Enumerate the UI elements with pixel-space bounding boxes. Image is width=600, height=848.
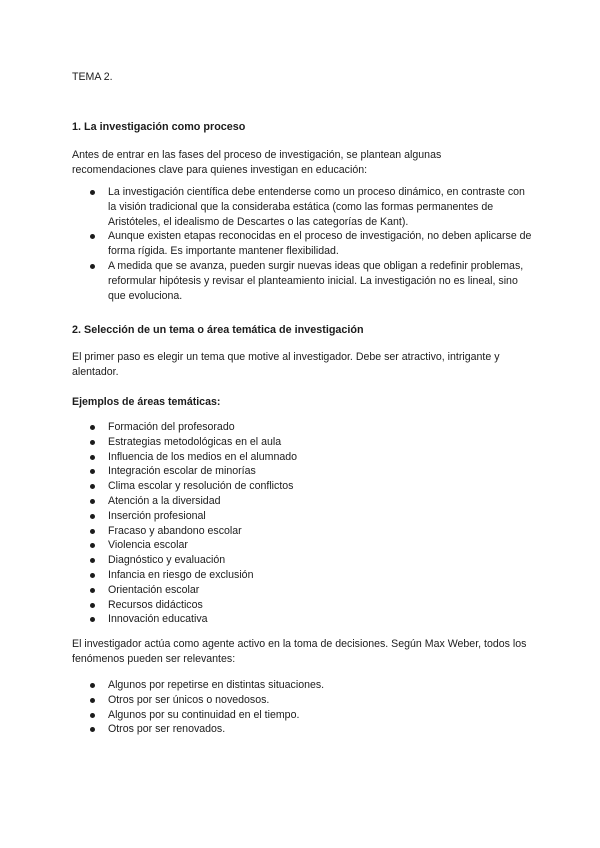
bullet-icon — [90, 514, 95, 519]
section-1-bullet-list — [72, 185, 532, 303]
list-item-text: Inserción profesional — [108, 509, 206, 522]
bullet-icon — [90, 713, 95, 718]
list-item — [72, 435, 532, 450]
section-1-intro: Antes de entrar en las fases del proceso de investigación, se plantean algunas recomendaciones clave para quienes investigan en educación: — [72, 149, 442, 176]
list-item — [72, 612, 532, 627]
list-item-text: Aunque existen etapas reconocidas en el proceso de investigación, no deben aplicarse de forma rígida. Es importante mantener flexibilidad. — [108, 230, 532, 258]
bullet-icon — [90, 698, 95, 703]
list-item — [72, 693, 532, 708]
list-item — [72, 553, 532, 568]
list-item-text: Otros por ser renovados. — [108, 723, 226, 736]
list-item-text: Algunos por repetirse en distintas situaciones. — [108, 679, 325, 691]
list-item — [72, 450, 532, 465]
list-item-text: Influencia de los medios en el alumnado — [108, 450, 298, 463]
list-item — [72, 259, 532, 303]
list-item — [72, 708, 532, 723]
bullet-icon — [90, 558, 95, 563]
bullet-icon — [90, 469, 95, 474]
list-item-text: Atención a la diversidad — [108, 494, 221, 507]
bullet-icon — [90, 683, 95, 688]
list-item-text: Diagnóstico y evaluación — [108, 554, 226, 567]
bullet-icon — [90, 573, 95, 578]
bullet-icon — [90, 425, 95, 430]
bullet-icon — [90, 543, 95, 548]
bullet-icon — [90, 603, 95, 608]
weber-paragraph: El investigador actúa como agente activo en la toma de decisiones. Según Max Weber, todos los fenómenos pueden ser relevantes: — [72, 638, 527, 665]
bullet-icon — [90, 234, 95, 239]
list-item — [72, 464, 532, 479]
bullet-icon — [90, 440, 95, 445]
section-1-heading: 1. La investigación como proceso — [72, 121, 246, 133]
list-item — [72, 568, 532, 583]
list-item-text: Violencia escolar — [108, 539, 188, 552]
list-item — [72, 420, 532, 435]
list-item — [72, 722, 532, 737]
list-item-text: Formación del profesorado — [108, 421, 235, 433]
list-item — [72, 509, 532, 524]
list-item-text: Recursos didácticos — [108, 598, 203, 611]
list-item — [72, 598, 532, 613]
section-2-heading: 2. Selección de un tema o área temática de investigación — [72, 324, 364, 336]
list-item — [72, 678, 532, 693]
bullet-icon — [90, 499, 95, 504]
bullet-icon — [90, 484, 95, 489]
list-item — [72, 479, 532, 494]
list-item-text: Fracaso y abandono escolar — [108, 524, 242, 537]
list-item-text: Integración escolar de minorías — [108, 465, 256, 478]
examples-heading: Ejemplos de áreas temáticas: — [72, 396, 221, 408]
bullet-icon — [90, 727, 95, 732]
list-item — [72, 494, 532, 509]
list-item — [72, 524, 532, 539]
list-item — [72, 538, 532, 553]
list-item-text: Innovación educativa — [108, 613, 208, 626]
bullet-icon — [90, 455, 95, 460]
list-item-text: Algunos por su continuidad en el tiempo. — [108, 708, 300, 721]
list-item-text: Orientación escolar — [108, 583, 200, 596]
list-item-text: Clima escolar y resolución de conflictos — [108, 480, 294, 493]
section-2-paragraph: El primer paso es elegir un tema que motive al investigador. Debe ser atractivo, intrigante y alentador. — [72, 351, 500, 378]
list-item-text: Infancia en riesgo de exclusión — [108, 568, 254, 581]
document-title: TEMA 2. — [72, 71, 113, 83]
list-item-text: Estrategias metodológicas en el aula — [108, 435, 282, 448]
list-item-text: A medida que se avanza, pueden surgir nuevas ideas que obligan a redefinir problemas, reformular hipótesis y revisar el planteamiento inicial. La investigación no es lineal, sino que evoluciona. — [108, 259, 524, 302]
weber-bullet-list — [72, 678, 532, 737]
bullet-icon — [90, 529, 95, 534]
list-item — [72, 185, 532, 229]
bullet-icon — [90, 617, 95, 622]
list-item — [72, 229, 532, 259]
bullet-icon — [90, 588, 95, 593]
bullet-icon — [90, 190, 95, 195]
bullet-icon — [90, 264, 95, 269]
list-item — [72, 583, 532, 598]
examples-list — [72, 420, 532, 627]
list-item-text: Otros por ser únicos o novedosos. — [108, 693, 270, 706]
list-item-text: La investigación científica debe entenderse como un proceso dinámico, en contraste con la visión tradicional que la consideraba estática (como las formas permanentes de Aristóteles, el idealismo de Descartes o las categorías de Kant). — [108, 186, 525, 228]
